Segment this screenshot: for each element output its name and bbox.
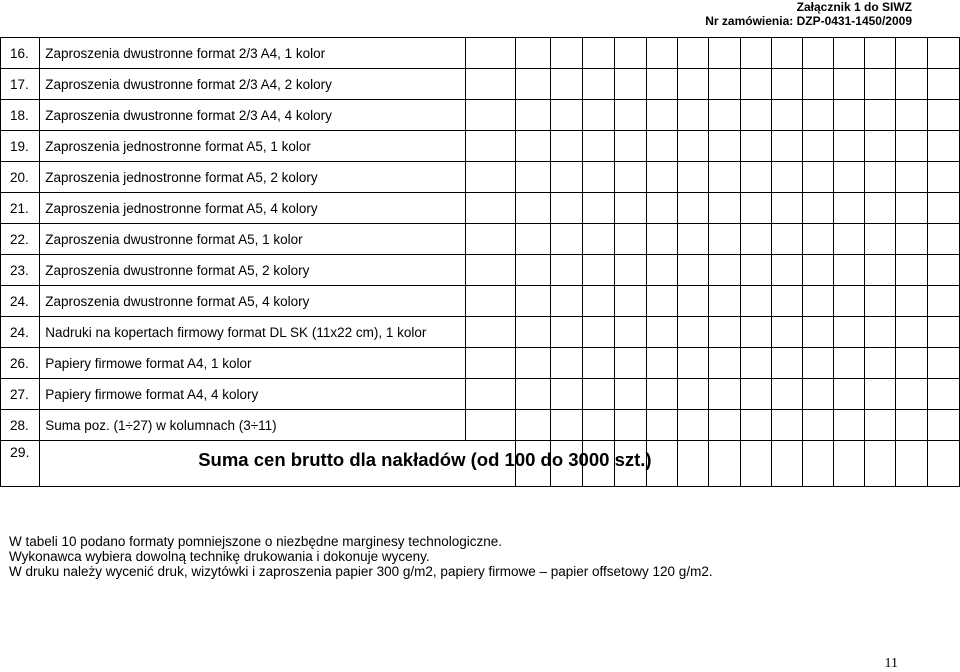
- empty-cell: [516, 131, 551, 162]
- row-description: Papiery firmowe format A4, 4 kolory: [40, 379, 465, 410]
- row-number: 20.: [1, 162, 40, 193]
- table-row: [1, 131, 960, 162]
- empty-cell: [516, 410, 551, 441]
- empty-cell: [834, 193, 865, 224]
- empty-cell: [741, 348, 772, 379]
- notes: [9, 534, 713, 579]
- empty-cell: [709, 100, 741, 131]
- table-row: [1, 441, 960, 487]
- attachment-title: Załącznik 1 do SIWZ: [796, 0, 912, 14]
- empty-cell: [647, 348, 678, 379]
- empty-cell: [895, 224, 927, 255]
- empty-cell: [615, 224, 647, 255]
- empty-cell: [516, 162, 551, 193]
- empty-cell: [772, 255, 803, 286]
- empty-cell: [927, 410, 959, 441]
- empty-cell: [803, 193, 834, 224]
- table-row: [1, 379, 960, 410]
- empty-cell: [583, 379, 615, 410]
- empty-cell: [678, 410, 709, 441]
- empty-cell: [772, 348, 803, 379]
- empty-cell: [865, 317, 896, 348]
- empty-cell: [895, 379, 927, 410]
- row-description: Zaproszenia dwustronne format A5, 4 kolory: [40, 286, 465, 317]
- row-number: 24.: [1, 317, 40, 348]
- empty-cell: [895, 69, 927, 100]
- empty-cell: [709, 379, 741, 410]
- empty-cell: [895, 441, 927, 487]
- empty-cell: [551, 69, 583, 100]
- empty-cell: [895, 317, 927, 348]
- empty-cell: [551, 38, 583, 69]
- empty-cell: [709, 193, 741, 224]
- empty-cell: [927, 441, 959, 487]
- empty-cell: [551, 131, 583, 162]
- row-description: Zaproszenia dwustronne format A5, 2 kolory: [40, 255, 465, 286]
- empty-cell: [741, 317, 772, 348]
- empty-cell: [865, 162, 896, 193]
- empty-cell: [927, 100, 959, 131]
- empty-cell: [551, 317, 583, 348]
- table-row: [1, 410, 960, 441]
- empty-cell: [583, 38, 615, 69]
- empty-cell: [615, 162, 647, 193]
- empty-cell: [803, 69, 834, 100]
- empty-cell: [803, 286, 834, 317]
- empty-cell: [834, 255, 865, 286]
- empty-cell: [583, 193, 615, 224]
- empty-cell: [615, 100, 647, 131]
- empty-cell: [772, 441, 803, 487]
- row-number: 29.: [1, 441, 40, 487]
- row-number: 22.: [1, 224, 40, 255]
- empty-cell: [895, 193, 927, 224]
- empty-cell: [583, 69, 615, 100]
- empty-cell: [865, 410, 896, 441]
- empty-cell: [803, 410, 834, 441]
- empty-cell: [803, 224, 834, 255]
- empty-cell: [895, 286, 927, 317]
- empty-cell: [895, 255, 927, 286]
- empty-cell: [465, 100, 516, 131]
- empty-cell: [741, 224, 772, 255]
- empty-cell: [678, 379, 709, 410]
- empty-cell: [803, 100, 834, 131]
- row-description: Zaproszenia dwustronne format 2/3 A4, 1 kolor: [40, 38, 465, 69]
- empty-cell: [465, 224, 516, 255]
- empty-cell: [803, 379, 834, 410]
- empty-cell: [895, 131, 927, 162]
- empty-cell: [741, 410, 772, 441]
- empty-cell: [741, 255, 772, 286]
- empty-cell: [516, 255, 551, 286]
- empty-cell: [741, 38, 772, 69]
- row-number: 28.: [1, 410, 40, 441]
- empty-cell: [834, 379, 865, 410]
- row-number: 21.: [1, 193, 40, 224]
- empty-cell: [927, 162, 959, 193]
- price-table: [0, 37, 960, 487]
- empty-cell: [709, 348, 741, 379]
- empty-cell: [927, 286, 959, 317]
- empty-cell: [615, 131, 647, 162]
- empty-cell: [865, 193, 896, 224]
- empty-cell: [583, 131, 615, 162]
- row-description: Zaproszenia dwustronne format 2/3 A4, 2 kolory: [40, 69, 465, 100]
- empty-cell: [551, 410, 583, 441]
- row-number: 27.: [1, 379, 40, 410]
- table-row: [1, 162, 960, 193]
- empty-cell: [803, 441, 834, 487]
- empty-cell: [927, 255, 959, 286]
- empty-cell: [772, 286, 803, 317]
- empty-cell: [465, 317, 516, 348]
- empty-cell: [583, 255, 615, 286]
- empty-cell: [516, 348, 551, 379]
- empty-cell: [834, 348, 865, 379]
- empty-cell: [741, 286, 772, 317]
- empty-cell: [678, 162, 709, 193]
- empty-cell: [583, 286, 615, 317]
- empty-cell: [551, 379, 583, 410]
- empty-cell: [678, 224, 709, 255]
- empty-cell: [647, 317, 678, 348]
- table-row: [1, 193, 960, 224]
- empty-cell: [865, 100, 896, 131]
- empty-cell: [678, 317, 709, 348]
- empty-cell: [834, 162, 865, 193]
- empty-cell: [465, 379, 516, 410]
- table-row: [1, 286, 960, 317]
- empty-cell: [678, 348, 709, 379]
- empty-cell: [741, 100, 772, 131]
- empty-cell: [803, 317, 834, 348]
- empty-cell: [741, 441, 772, 487]
- attachment-header: [705, 0, 912, 28]
- empty-cell: [551, 224, 583, 255]
- empty-cell: [647, 193, 678, 224]
- empty-cell: [865, 255, 896, 286]
- empty-cell: [516, 100, 551, 131]
- order-number: Nr zamówienia: DZP-0431-1450/2009: [705, 14, 912, 28]
- empty-cell: [615, 193, 647, 224]
- empty-cell: [709, 441, 741, 487]
- empty-cell: [615, 348, 647, 379]
- empty-cell: [551, 348, 583, 379]
- row-number: 16.: [1, 38, 40, 69]
- empty-cell: [615, 286, 647, 317]
- empty-cell: [516, 286, 551, 317]
- empty-cell: [709, 317, 741, 348]
- empty-cell: [927, 69, 959, 100]
- empty-cell: [615, 317, 647, 348]
- row-description: Zaproszenia jednostronne format A5, 2 kolory: [40, 162, 465, 193]
- page-number: 11: [884, 656, 898, 671]
- empty-cell: [465, 286, 516, 317]
- empty-cell: [834, 410, 865, 441]
- empty-cell: [772, 193, 803, 224]
- empty-cell: [678, 69, 709, 100]
- empty-cell: [927, 348, 959, 379]
- empty-cell: [772, 317, 803, 348]
- empty-cell: [615, 410, 647, 441]
- empty-cell: [865, 286, 896, 317]
- empty-cell: [834, 69, 865, 100]
- empty-cell: [772, 162, 803, 193]
- empty-cell: [615, 38, 647, 69]
- row-number: 18.: [1, 100, 40, 131]
- empty-cell: [647, 224, 678, 255]
- empty-cell: [865, 131, 896, 162]
- empty-cell: [772, 100, 803, 131]
- row-number: 17.: [1, 69, 40, 100]
- empty-cell: [516, 317, 551, 348]
- empty-cell: [865, 441, 896, 487]
- empty-cell: [741, 379, 772, 410]
- empty-cell: [647, 38, 678, 69]
- empty-cell: [834, 131, 865, 162]
- empty-cell: [927, 131, 959, 162]
- empty-cell: [583, 410, 615, 441]
- empty-cell: [709, 410, 741, 441]
- table-row: [1, 255, 960, 286]
- empty-cell: [647, 162, 678, 193]
- table-row: [1, 69, 960, 100]
- empty-cell: [551, 162, 583, 193]
- empty-cell: [465, 162, 516, 193]
- empty-cell: [834, 441, 865, 487]
- empty-cell: [583, 348, 615, 379]
- empty-cell: [927, 379, 959, 410]
- empty-cell: [709, 162, 741, 193]
- empty-cell: [895, 410, 927, 441]
- empty-cell: [772, 38, 803, 69]
- empty-cell: [678, 38, 709, 69]
- empty-cell: [516, 379, 551, 410]
- empty-cell: [927, 317, 959, 348]
- empty-cell: [615, 255, 647, 286]
- empty-cell: [772, 379, 803, 410]
- empty-cell: [465, 193, 516, 224]
- empty-cell: [551, 255, 583, 286]
- empty-cell: [772, 410, 803, 441]
- empty-cell: [647, 410, 678, 441]
- row-description: Suma poz. (1÷27) w kolumnach (3÷11): [40, 410, 465, 441]
- row-description: Zaproszenia jednostronne format A5, 4 kolory: [40, 193, 465, 224]
- row-description: Zaproszenia jednostronne format A5, 1 kolor: [40, 131, 465, 162]
- empty-cell: [465, 255, 516, 286]
- table-row: [1, 317, 960, 348]
- empty-cell: [583, 317, 615, 348]
- empty-cell: [678, 441, 709, 487]
- empty-cell: [709, 255, 741, 286]
- table-row: [1, 38, 960, 69]
- empty-cell: [678, 193, 709, 224]
- empty-cell: [834, 286, 865, 317]
- empty-cell: [709, 38, 741, 69]
- empty-cell: [709, 224, 741, 255]
- empty-cell: [927, 224, 959, 255]
- empty-cell: [465, 131, 516, 162]
- empty-cell: [516, 224, 551, 255]
- empty-cell: [865, 38, 896, 69]
- row-description: Zaproszenia dwustronne format 2/3 A4, 4 kolory: [40, 100, 465, 131]
- row-description: Papiery firmowe format A4, 1 kolor: [40, 348, 465, 379]
- empty-cell: [772, 224, 803, 255]
- empty-cell: [678, 255, 709, 286]
- empty-cell: [709, 131, 741, 162]
- empty-cell: [647, 69, 678, 100]
- row-description: Zaproszenia dwustronne format A5, 1 kolor: [40, 224, 465, 255]
- empty-cell: [803, 255, 834, 286]
- empty-cell: [465, 69, 516, 100]
- empty-cell: [895, 38, 927, 69]
- empty-cell: [516, 69, 551, 100]
- empty-cell: [465, 348, 516, 379]
- empty-cell: [583, 100, 615, 131]
- empty-cell: [465, 38, 516, 69]
- empty-cell: [865, 69, 896, 100]
- empty-cell: [803, 162, 834, 193]
- empty-cell: [465, 410, 516, 441]
- empty-cell: [615, 379, 647, 410]
- empty-cell: [709, 286, 741, 317]
- table-row: [1, 348, 960, 379]
- empty-cell: [583, 224, 615, 255]
- note-line: W druku należy wycenić druk, wizytówki i zaproszenia papier 300 g/m2, papiery firmowe – papier offsetowy 120 g/m2.: [9, 564, 713, 579]
- empty-cell: [772, 69, 803, 100]
- empty-cell: [895, 100, 927, 131]
- empty-cell: [741, 162, 772, 193]
- empty-cell: [741, 193, 772, 224]
- empty-cell: [647, 131, 678, 162]
- row-number: 23.: [1, 255, 40, 286]
- table-row: [1, 100, 960, 131]
- empty-cell: [551, 100, 583, 131]
- empty-cell: [583, 162, 615, 193]
- empty-cell: [678, 100, 709, 131]
- empty-cell: [615, 69, 647, 100]
- empty-cell: [834, 38, 865, 69]
- empty-cell: [678, 286, 709, 317]
- empty-cell: [865, 224, 896, 255]
- empty-cell: [895, 348, 927, 379]
- empty-cell: [865, 348, 896, 379]
- note-line: W tabeli 10 podano formaty pomniejszone o niezbędne marginesy technologiczne.: [9, 534, 503, 549]
- empty-cell: [516, 38, 551, 69]
- empty-cell: [834, 224, 865, 255]
- empty-cell: [647, 286, 678, 317]
- empty-cell: [865, 379, 896, 410]
- row-number: 24.: [1, 286, 40, 317]
- empty-cell: [834, 317, 865, 348]
- row-description: Suma cen brutto dla nakładów (od 100 do 3000 szt.): [40, 441, 516, 487]
- empty-cell: [741, 131, 772, 162]
- empty-cell: [647, 100, 678, 131]
- row-description: Nadruki na kopertach firmowy format DL SK (11x22 cm), 1 kolor: [40, 317, 465, 348]
- row-number: 19.: [1, 131, 40, 162]
- empty-cell: [741, 69, 772, 100]
- empty-cell: [678, 131, 709, 162]
- empty-cell: [927, 38, 959, 69]
- empty-cell: [647, 379, 678, 410]
- empty-cell: [772, 131, 803, 162]
- empty-cell: [895, 162, 927, 193]
- empty-cell: [551, 286, 583, 317]
- empty-cell: [834, 100, 865, 131]
- empty-cell: [927, 193, 959, 224]
- empty-cell: [647, 255, 678, 286]
- row-number: 26.: [1, 348, 40, 379]
- empty-cell: [803, 348, 834, 379]
- note-line: Wykonawca wybiera dowolną technikę drukowania i dokonuje wyceny.: [9, 549, 430, 564]
- empty-cell: [516, 193, 551, 224]
- table-row: [1, 224, 960, 255]
- empty-cell: [709, 69, 741, 100]
- empty-cell: [551, 193, 583, 224]
- empty-cell: [803, 38, 834, 69]
- empty-cell: [803, 131, 834, 162]
